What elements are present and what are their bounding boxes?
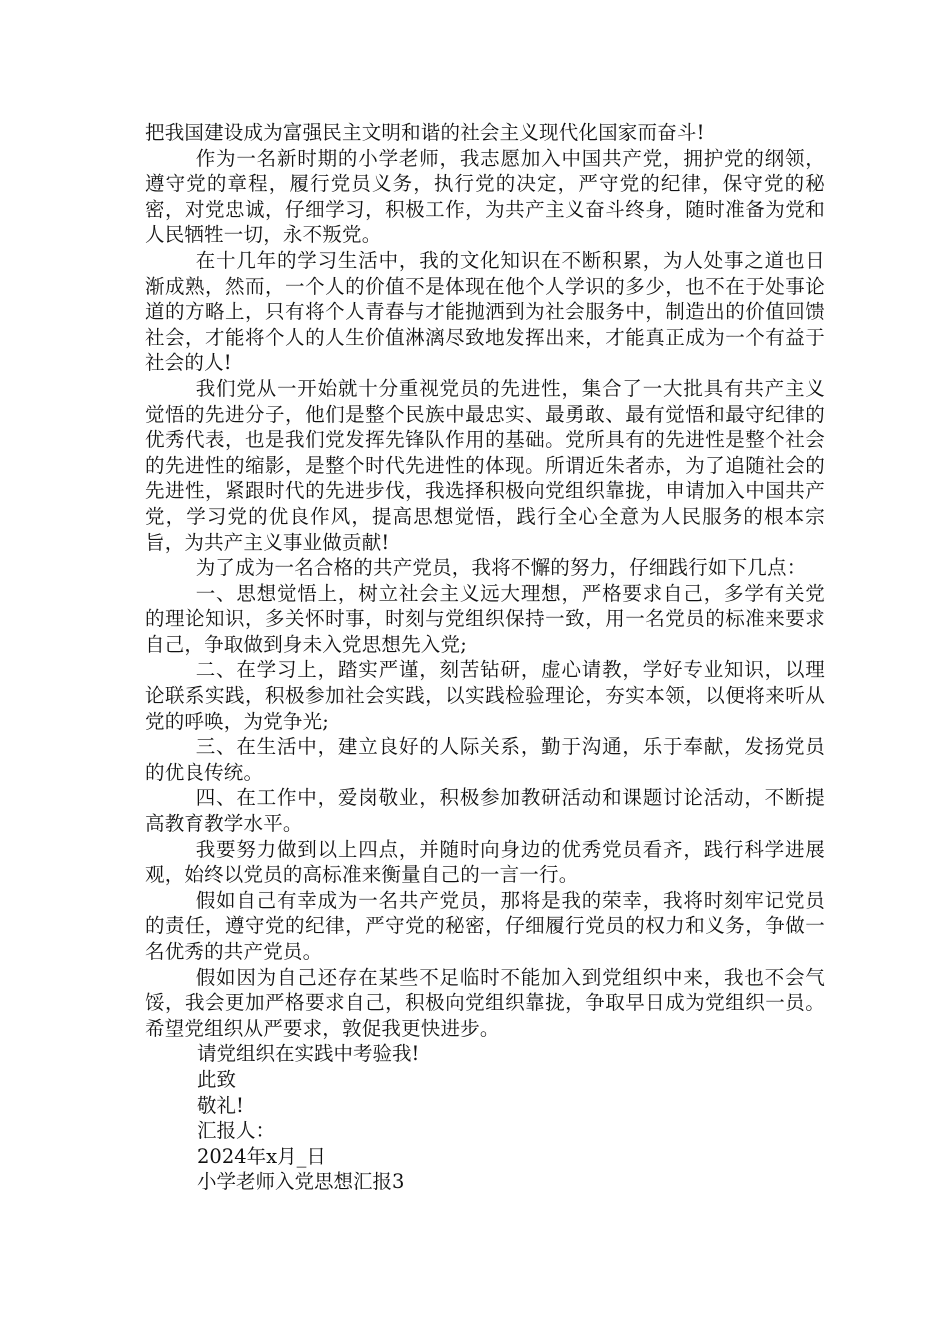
reporter-label: 汇报人： xyxy=(197,1119,276,1143)
next-section-title: 小学老师入党思想汇报3 xyxy=(197,1170,405,1194)
paragraph-volunteer: 作为一名新时期的小学老师，我志愿加入中国共产党，拥护党的纲领，遵守党的章程，履行党员义务，执行党的决定，严守党的纪律，保守党的秘密，对党忠诚，仔细学习，积极工作，为共产主义奋斗终身，随时准备为党和人民牺牲一切，永不叛党。 xyxy=(145,146,825,247)
paragraph-commitment: 我要努力做到以上四点，并随时向身边的优秀党员看齐，践行科学进展观，始终以党员的高标准来衡量自己的一言一行。 xyxy=(145,837,825,887)
paragraph-point-1: 一、思想觉悟上，树立社会主义远大理想，严格要求自己，多学有关党的理论知识，多关怀时事，时刻与党组织保持一致，用一名党员的标准来要求自己，争取做到身未入党思想先入党; xyxy=(145,581,825,656)
paragraph-if-not-accepted: 假如因为自己还存在某些不足临时不能加入到党组织中来，我也不会气馁，我会更加严格要求自己，积极向党组织靠拢，争取早日成为党组织一员。希望党组织从严要求，敦促我更快进步。 xyxy=(145,965,825,1040)
paragraph-point-3: 三、在生活中，建立良好的人际关系，勤于沟通，乐于奉献，发扬党员的优良传统。 xyxy=(145,735,825,784)
paragraph-opening: 把我国建设成为富强民主文明和谐的社会主义现代化国家而奋斗! xyxy=(145,121,705,144)
paragraph-study-life: 在十几年的学习生活中，我的文化知识在不断积累，为人处事之道也日渐成熟，然而，一个人的价值不是体现在他个人学识的多少，也不在于处事论道的方略上，只有将个人青春与才能抛洒到为社会服务中，制造出的价值回馈社会，才能将个人的人生价值淋漓尽致地发挥出来，才能真正成为一个有益于社会的人! xyxy=(145,248,825,375)
paragraph-if-accepted: 假如自己有幸成为一名共产党员，那将是我的荣幸，我将时刻牢记党员的责任，遵守党的纪律，严守党的秘密，仔细履行党员的权力和义务，争做一名优秀的共产党员。 xyxy=(145,888,825,963)
paragraph-point-4: 四、在工作中，爱岗敬业，积极参加教研活动和课题讨论活动，不断提高教育教学水平。 xyxy=(145,786,825,836)
paragraph-point-2: 二、在学习上，踏实严谨，刻苦钻研，虚心请教，学好专业知识，以理论联系实践，积极参加社会实践，以实践检验理论，夯实本领，以便将来听从党的呼唤，为党争光; xyxy=(145,658,825,733)
paragraph-plan-intro: 为了成为一名合格的共产党员，我将不懈的努力，仔细践行如下几点： xyxy=(195,556,807,580)
salutation-jingli: 敬礼! xyxy=(197,1093,244,1117)
salutation-cizhi: 此致 xyxy=(197,1067,237,1091)
closing-request: 请党组织在实践中考验我! xyxy=(197,1042,420,1066)
report-date: 2024年x月_日 xyxy=(197,1144,326,1168)
document-page xyxy=(145,120,825,1195)
paragraph-party-advanced: 我们党从一开始就十分重视党员的先进性，集合了一大批具有共产主义觉悟的先进分子，他们是整个民族中最忠实、最勇敢、最有觉悟和最守纪律的优秀代表，也是我们党发挥先锋队作用的基础。党所具有的先进性是整个社会的先进性的缩影，是整个时代先进性的体现。所谓近朱者赤，为了追随社会的先进性，紧跟时代的先进步伐，我选择积极向党组织靠拢，申请加入中国共产党，学习党的优良作风，提高思想觉悟，践行全心全意为人民服务的根本宗旨，为共产主义事业做贡献! xyxy=(145,376,825,554)
